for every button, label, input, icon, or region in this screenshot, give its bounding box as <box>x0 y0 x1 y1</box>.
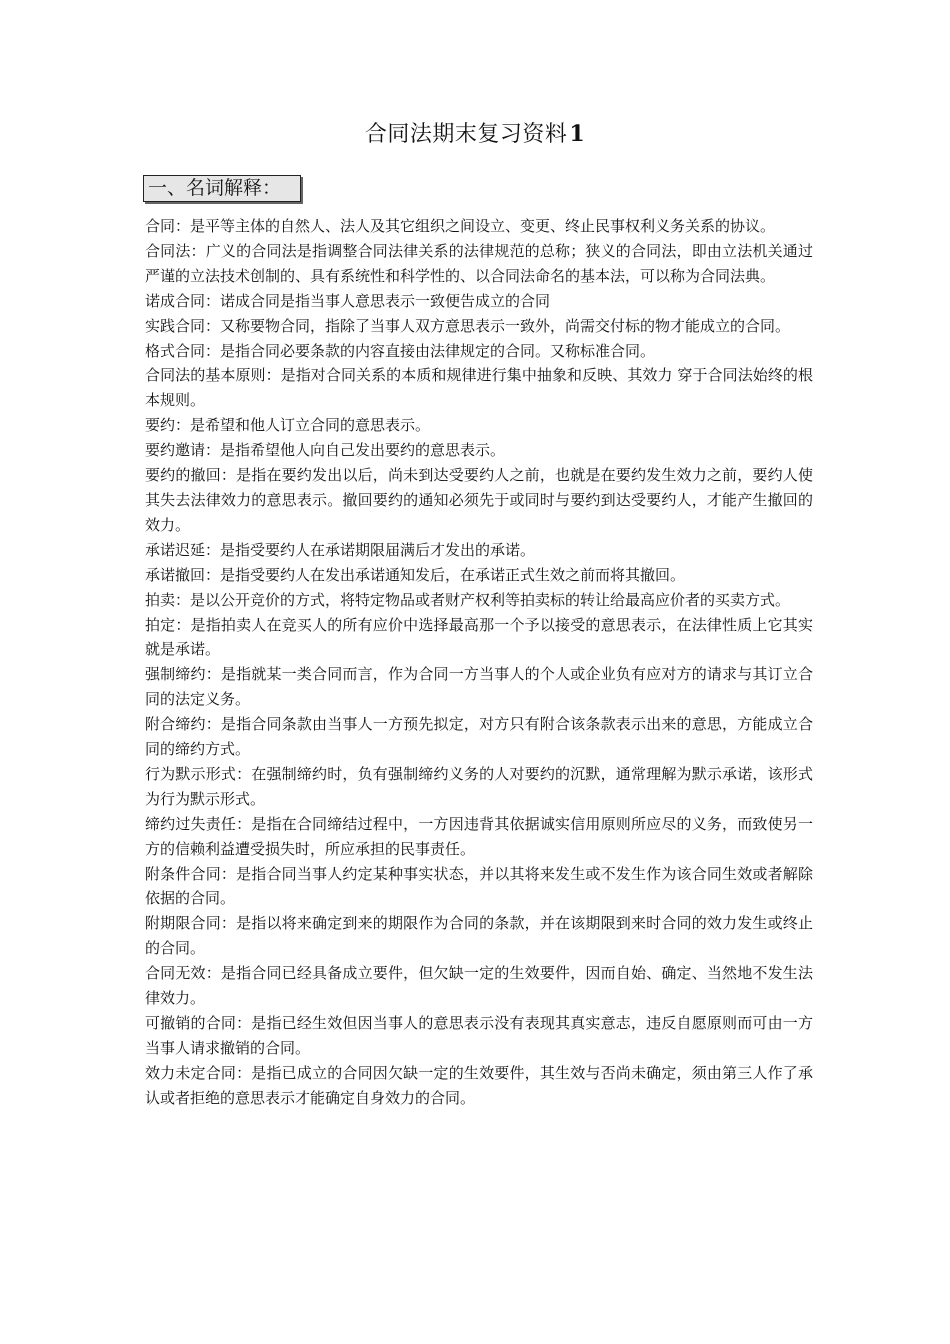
definitions-list <box>145 214 813 1111</box>
definition-entry: 行为默示形式：在强制缔约时，负有强制缔约义务的人对要约的沉默，通常理解为默示承诺，该形式为行为默示形式。 <box>145 764 813 808</box>
definition-entry: 承诺撤回：是指受要约人在发出承诺通知发后，在承诺正式生效之前而将其撤回。 <box>145 565 686 584</box>
definition-entry: 要约：是希望和他人订立合同的意思表示。 <box>145 416 431 435</box>
definition-entry: 附期限合同：是指以将来确定到来的期限作为合同的条款，并在该期限到来时合同的效力发生或终止的合同。 <box>145 914 813 958</box>
definition-entry: 附条件合同：是指合同当事人约定某种事实状态，并以其将来发生或不发生作为该合同生效或者解除依据的合同。 <box>145 864 813 908</box>
section-heading: 一、名词解释： <box>143 175 301 202</box>
definition-entry: 合同法的基本原则：是指对合同关系的本质和规律进行集中抽象和反映、其效力 穿于合同法始终的根本规则。 <box>145 366 813 410</box>
definition-entry: 缔约过失责任：是指在合同缔结过程中，一方因违背其依据诚实信用原则所应尽的义务，而致使另一方的信赖利益遭受损失时，所应承担的民事责任。 <box>145 814 813 858</box>
definition-entry: 承诺迟延：是指受要约人在承诺期限届满后才发出的承诺。 <box>145 540 536 559</box>
definition-entry: 格式合同：是指合同必要条款的内容直接由法律规定的合同。又称标准合同。 <box>145 341 656 360</box>
definition-entry: 可撤销的合同：是指已经生效但因当事人的意思表示没有表现其真实意志，违反自愿原则而可由一方当事人请求撤销的合同。 <box>145 1014 813 1057</box>
definition-entry: 强制缔约：是指就某一类合同而言，作为合同一方当事人的个人或企业负有应对方的请求与其订立合同的法定义务。 <box>145 665 813 709</box>
document-title <box>0 119 950 150</box>
definition-entry: 实践合同：又称要物合同，指除了当事人双方意思表示一致外，尚需交付标的物才能成立的合同。 <box>145 316 791 335</box>
definition-entry: 拍定：是指拍卖人在竞买人的所有应价中选择最高那一个予以接受的意思表示，在法律性质上它其实就是承诺。 <box>145 615 813 659</box>
document-title-text: 合同法期末复习资料 <box>364 122 568 147</box>
definition-entry: 要约邀请：是指希望他人向自己发出要约的意思表示。 <box>145 441 506 460</box>
definition-entry: 合同法：广义的合同法是指调整合同法律关系的法律规范的总称；狭义的合同法，即由立法机关通过严谨的立法技术创制的、具有系统性和科学性的、以合同法命名的基本法，可以称为合同法典。 <box>145 241 813 285</box>
definition-entry: 诺成合同：诺成合同是指当事人意思表示一致便告成立的合同 <box>145 291 551 310</box>
definition-entry: 拍卖：是以公开竞价的方式，将特定物品或者财产权利等拍卖标的转让给最高应价者的买卖方式。 <box>145 590 791 609</box>
definition-entry: 附合缔约：是指合同条款由当事人一方预先拟定，对方只有附合该条款表示出来的意思，方能成立合同的缔约方式。 <box>145 715 813 759</box>
document-title-number: 1 <box>569 121 586 147</box>
definition-entry: 要约的撤回：是指在要约发出以后，尚未到达受要约人之前，也就是在要约发生效力之前，要约人使其失去法律效力的意思表示。撤回要约的通知必须先于或同时与要约到达受要约人，才能产生撤回的效力。 <box>145 466 813 534</box>
definition-entry: 合同无效：是指合同已经具备成立要件，但欠缺一定的生效要件，因而自始、确定、当然地不发生法律效力。 <box>145 964 813 1008</box>
definition-entry: 效力未定合同：是指已成立的合同因欠缺一定的生效要件，其生效与否尚未确定，须由第三人作了承认或者拒绝的意思表示才能确定自身效力的合同。 <box>145 1063 813 1107</box>
definition-entry: 合同：是平等主体的自然人、法人及其它组织之间设立、变更、终止民事权利义务关系的协议。 <box>145 217 776 235</box>
